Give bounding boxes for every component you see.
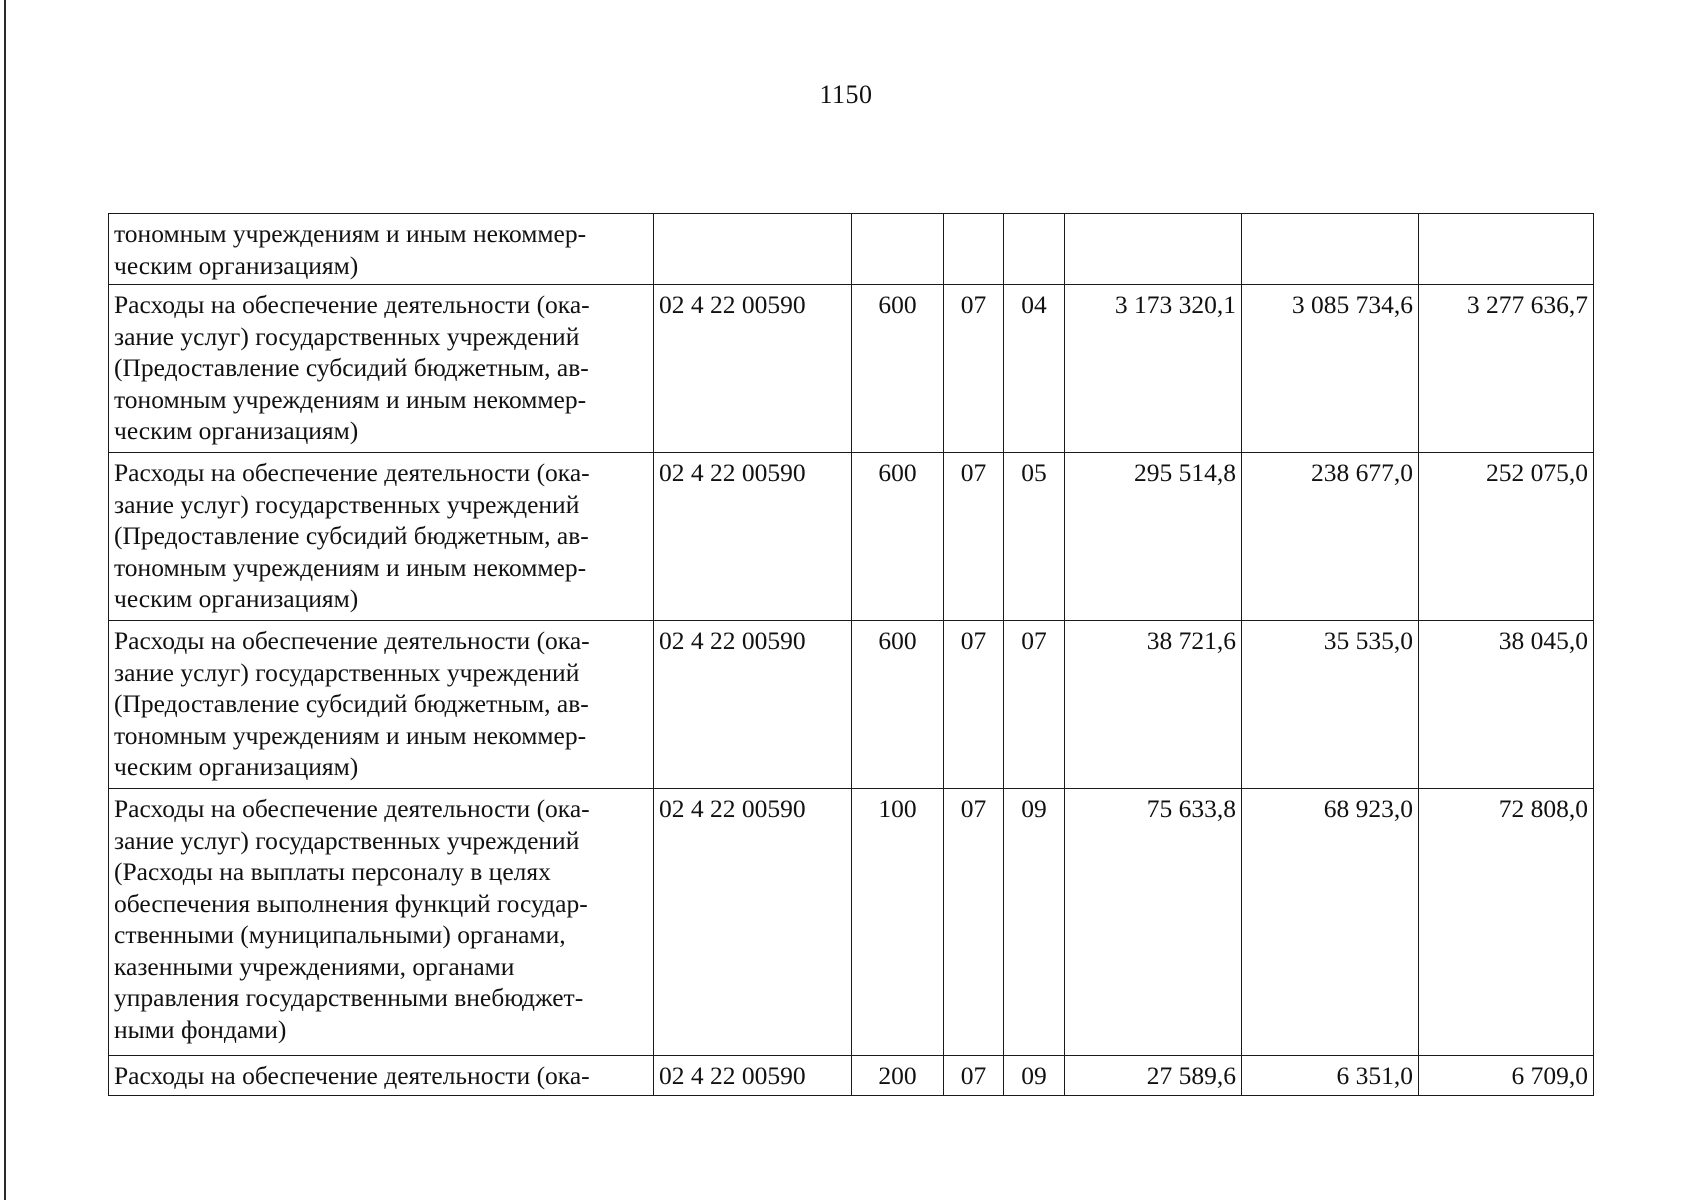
description-line: Расходы на обеспечение деятельности (ока- <box>114 458 590 487</box>
sum-year3-cell: 6 709,0 <box>1419 1056 1594 1096</box>
description-line: Расходы на обеспечение деятельности (ока- <box>114 626 590 655</box>
table-row <box>109 1056 1594 1096</box>
table-row <box>109 453 1594 621</box>
description-line: Расходы на обеспечение деятельности (ока- <box>114 290 590 319</box>
page-number: 1150 <box>819 80 873 109</box>
section-cell: 07 <box>944 453 1004 621</box>
description-line: Расходы на обеспечение деятельности (ока- <box>114 1061 590 1090</box>
description-cell <box>109 789 654 1056</box>
description-line: ческим организациям) <box>114 416 359 445</box>
section-cell <box>944 214 1004 285</box>
sum-year3-cell: 38 045,0 <box>1419 621 1594 789</box>
subsection-cell: 09 <box>1004 1056 1065 1096</box>
description-line: казенными учреждениями, органами <box>114 951 515 981</box>
expense-type-cell: 200 <box>852 1056 944 1096</box>
sum-year2-cell: 3 085 734,6 <box>1242 285 1419 453</box>
description-line: зание услуг) государственных учреждений <box>114 825 580 855</box>
description-line: зание услуг) государственных учреждений <box>114 657 580 687</box>
description-line: зание услуг) государственных учреждений <box>114 489 580 519</box>
table-row <box>109 621 1594 789</box>
sum-year2-cell: 68 923,0 <box>1242 789 1419 1056</box>
description-cell <box>109 1056 654 1096</box>
expense-type-cell: 600 <box>852 621 944 789</box>
sum-year1-cell <box>1065 214 1242 285</box>
csr-code-cell <box>654 214 852 285</box>
sum-year1-cell: 38 721,6 <box>1065 621 1242 789</box>
description-line: (Предоставление субсидий бюджетным, ав- <box>114 521 589 550</box>
description-line: Расходы на обеспечение деятельности (ока- <box>114 794 590 823</box>
sum-year3-cell <box>1419 214 1594 285</box>
subsection-cell: 07 <box>1004 621 1065 789</box>
description-line: ственными (муниципальными) органами, <box>114 920 566 949</box>
description-line: тономным учреждениям и иным некоммер- <box>114 219 587 248</box>
sum-year1-cell: 3 173 320,1 <box>1065 285 1242 453</box>
description-line: тономным учреждениям и иным некоммер- <box>114 552 587 582</box>
expense-type-cell <box>852 214 944 285</box>
table-row <box>109 285 1594 453</box>
sum-year3-cell: 3 277 636,7 <box>1419 285 1594 453</box>
description-line: ными фондами) <box>114 1014 287 1044</box>
description-line: ческим организациям) <box>114 250 359 280</box>
description-cell <box>109 453 654 621</box>
description-line: управления государственными внебюджет- <box>114 983 584 1012</box>
scan-edge <box>4 0 6 1200</box>
section-cell: 07 <box>944 789 1004 1056</box>
csr-code-cell: 02 4 22 00590 <box>654 621 852 789</box>
table-row <box>109 214 1594 285</box>
subsection-cell: 04 <box>1004 285 1065 453</box>
table-row <box>109 789 1594 1056</box>
sum-year2-cell: 6 351,0 <box>1242 1056 1419 1096</box>
description-line: тономным учреждениям и иным некоммер- <box>114 720 587 750</box>
csr-code-cell: 02 4 22 00590 <box>654 789 852 1056</box>
sum-year1-cell: 295 514,8 <box>1065 453 1242 621</box>
description-line: (Предоставление субсидий бюджетным, ав- <box>114 353 589 382</box>
subsection-cell: 09 <box>1004 789 1065 1056</box>
sum-year2-cell: 35 535,0 <box>1242 621 1419 789</box>
section-cell: 07 <box>944 285 1004 453</box>
table-body <box>109 214 1594 1096</box>
csr-code-cell: 02 4 22 00590 <box>654 453 852 621</box>
description-line: (Расходы на выплаты персоналу в целях <box>114 857 551 886</box>
section-cell: 07 <box>944 621 1004 789</box>
description-line: тономным учреждениям и иным некоммер- <box>114 384 587 414</box>
description-line: (Предоставление субсидий бюджетным, ав- <box>114 689 589 718</box>
description-line: ческим организациям) <box>114 584 359 613</box>
description-cell <box>109 214 654 285</box>
section-cell: 07 <box>944 1056 1004 1096</box>
expense-type-cell: 600 <box>852 453 944 621</box>
description-cell <box>109 621 654 789</box>
sum-year2-cell: 238 677,0 <box>1242 453 1419 621</box>
description-line: зание услуг) государственных учреждений <box>114 321 580 351</box>
description-line: обеспечения выполнения функций государ- <box>114 888 588 918</box>
sum-year1-cell: 75 633,8 <box>1065 789 1242 1056</box>
sum-year3-cell: 252 075,0 <box>1419 453 1594 621</box>
sum-year2-cell <box>1242 214 1419 285</box>
expense-type-cell: 600 <box>852 285 944 453</box>
subsection-cell <box>1004 214 1065 285</box>
sum-year3-cell: 72 808,0 <box>1419 789 1594 1056</box>
csr-code-cell: 02 4 22 00590 <box>654 1056 852 1096</box>
subsection-cell: 05 <box>1004 453 1065 621</box>
description-line: ческим организациям) <box>114 752 359 781</box>
expense-type-cell: 100 <box>852 789 944 1056</box>
budget-table <box>108 213 1594 1096</box>
csr-code-cell: 02 4 22 00590 <box>654 285 852 453</box>
description-cell <box>109 285 654 453</box>
sum-year1-cell: 27 589,6 <box>1065 1056 1242 1096</box>
